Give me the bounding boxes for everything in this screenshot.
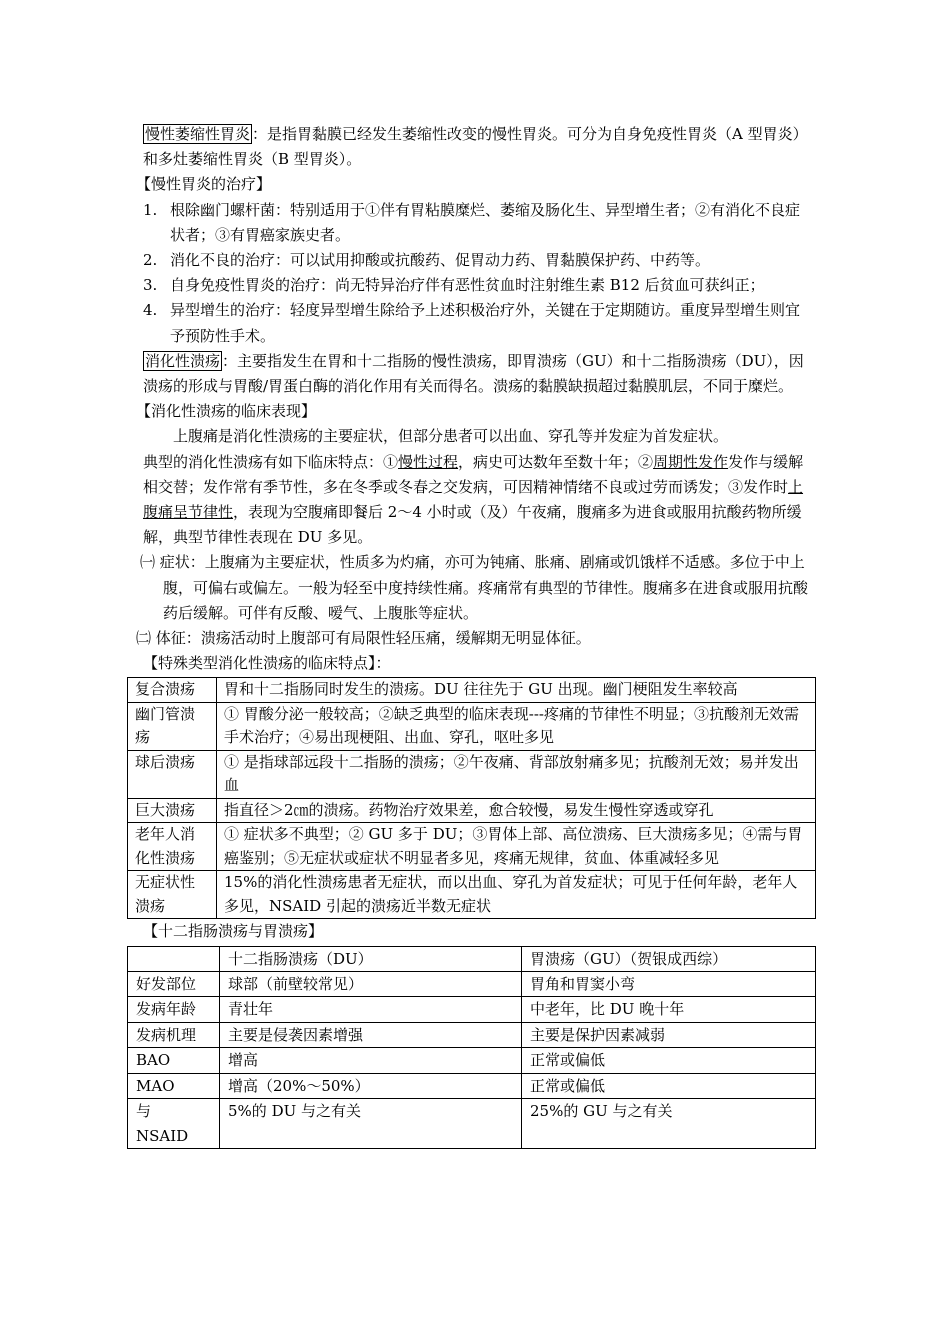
- table-row: [128, 1048, 816, 1073]
- list-item: [143, 198, 808, 248]
- table-cell: 好发部位: [128, 972, 220, 997]
- list-item-text: 自身免疫性胃炎的治疗：尚无特异治疗伴有恶性贫血时注射维生素 B12 后贫血可获纠正；: [170, 276, 765, 295]
- table-cell: 发病年龄: [128, 997, 220, 1022]
- table-cell: 老年人消化性溃疡: [128, 823, 217, 871]
- clinical-intro: 上腹痛是消化性溃疡的主要症状，但部分患者可以出血、穿孔等并发症为首发症状。: [173, 427, 729, 446]
- document-page: [135, 122, 809, 1149]
- clinical-underline: 周期性发作: [653, 452, 729, 471]
- clinical-text: ，表现为空腹痛即餐后 2～4 小时或（及）午夜痛，腹痛多为进食或服用抗酸药物所缓解，典型节律性表现在 DU 多见。: [143, 503, 802, 547]
- peptic-ulcer-term: 消化性溃疡: [145, 351, 221, 370]
- table-row: [128, 823, 816, 871]
- peptic-ulcer-text: ：主要指发生在胃和十二指肠的慢性溃疡，即胃溃疡（GU）和十二指肠溃疡（DU），因溃疡的形成与胃酸/胃蛋白酶的消化作用有关而得名。溃疡的黏膜缺损超过黏膜肌层，不同于糜烂。: [143, 351, 804, 396]
- table-row: [128, 750, 816, 798]
- table-header-cell: 十二指肠溃疡（DU）: [220, 946, 522, 971]
- table-cell: 与 NSAID: [128, 1099, 220, 1149]
- table-cell: 幽门管溃疡: [128, 702, 217, 750]
- atrophic-gastritis-paragraph: [143, 122, 808, 172]
- table-header-row: [128, 946, 816, 971]
- list-item: [143, 298, 808, 348]
- table-header-cell: [128, 946, 220, 971]
- table-cell: 主要是保护因素减弱: [522, 1022, 816, 1047]
- table-row: [128, 1022, 816, 1047]
- table-row: [128, 871, 816, 919]
- table-cell: 青壮年: [220, 997, 522, 1022]
- clinical-text: 典型的消化性溃疡有如下临床特点：①: [143, 452, 399, 471]
- table-cell: 胃和十二指肠同时发生的溃疡。DU 往往先于 GU 出现。幽门梗阻发生率较高: [217, 678, 816, 703]
- table-row: [128, 972, 816, 997]
- list-item-number: 1.: [143, 200, 158, 219]
- table-row: [128, 702, 816, 750]
- table-cell: 主要是侵袭因素增强: [220, 1022, 522, 1047]
- table-cell: 25%的 GU 与之有关: [522, 1099, 816, 1149]
- special-heading: 【特殊类型消化性溃疡的临床特点】：: [143, 654, 391, 673]
- table-cell: 中老年，比 DU 晚十年: [522, 997, 816, 1022]
- table-cell: 球后溃疡: [128, 750, 217, 798]
- list-item-text: 异型增生的治疗：轻度异型增生除给予上述积极治疗外，关键在于定期随访。重度异型增生则宜予预防性手术。: [170, 301, 801, 345]
- table-cell: 巨大溃疡: [128, 798, 217, 823]
- peptic-ulcer-paragraph: [143, 349, 808, 399]
- compare-heading: 【十二指肠溃疡与胃溃疡】: [143, 922, 324, 941]
- table-cell: BAO: [128, 1048, 220, 1073]
- sign-paragraph: ㈡ 体征：溃疡活动时上腹部可有局限性轻压痛，缓解期无明显体征。: [136, 629, 591, 648]
- special-types-table: [127, 677, 816, 919]
- table-cell: ① 胃酸分泌一般较高；②缺乏典型的临床表现---疼痛的节律性不明显；③抗酸剂无效需手术治疗；④易出现梗阻、出血、穿孔，呕吐多见: [217, 702, 816, 750]
- table-cell: 正常或偏低: [522, 1073, 816, 1098]
- table-cell: 复合溃疡: [128, 678, 217, 703]
- table-cell: 增高（20%～50%）: [220, 1073, 522, 1098]
- table-cell: 正常或偏低: [522, 1048, 816, 1073]
- clinical-heading: 【消化性溃疡的临床表现】: [136, 402, 317, 421]
- list-item: [143, 273, 808, 298]
- clinical-features: [143, 450, 808, 551]
- table-cell: 球部（前壁较常见）: [220, 972, 522, 997]
- table-cell: ① 是指球部远段十二指肠的溃疡；②午夜痛、背部放射痛多见；抗酸剂无效；易并发出血: [217, 750, 816, 798]
- table-cell: 增高: [220, 1048, 522, 1073]
- list-item: [143, 248, 808, 273]
- list-item-number: 2.: [143, 251, 158, 270]
- treatment-list: [143, 198, 808, 349]
- table-row: [128, 1099, 816, 1149]
- table-cell: 发病机理: [128, 1022, 220, 1047]
- list-item-text: 根除幽门螺杆菌：特别适用于①伴有胃粘膜糜烂、萎缩及肠化生、异型增生者；②有消化不良症状者；③有胃癌家族史者。: [170, 200, 801, 244]
- table-cell: ① 症状多不典型；② GU 多于 DU；③胃体上部、高位溃疡、巨大溃疡多见；④需与胃癌鉴别；⑤无症状或症状不明显者多见，疼痛无规律，贫血、体重减轻多见: [217, 823, 816, 871]
- list-item-number: 4.: [143, 301, 158, 320]
- table-cell: 无症状性溃疡: [128, 871, 217, 919]
- atrophic-gastritis-text: ：是指胃黏膜已经发生萎缩性改变的慢性胃炎。可分为自身免疫性胃炎（A 型胃炎）和多灶萎缩性胃炎（B 型胃炎）。: [143, 125, 808, 169]
- table-cell: 5%的 DU 与之有关: [220, 1099, 522, 1149]
- table-row: [128, 997, 816, 1022]
- table-cell: 15%的消化性溃疡患者无症状，而以出血、穿孔为首发症状；可见于任何年龄，老年人多见，NSAID 引起的溃疡近半数无症状: [217, 871, 816, 919]
- clinical-text: 发作与缓解相交替；发作常有季节性，多在冬季或冬春之交发病，可因精神情绪不良或过劳而诱发；③发作时: [143, 452, 804, 496]
- symptom-paragraph: ㈠ 症状：上腹痛为主要症状，性质多为灼痛，亦可为钝痛、胀痛、剧痛或饥饿样不适感。多位于中上腹，可偏右或偏左。一般为轻至中度持续性痛。疼痛常有典型的节律性。腹痛多在进食或服用抗酸药后缓解。可伴有反酸、嗳气、上腹胀等症状。: [140, 553, 809, 622]
- table-cell: MAO: [128, 1073, 220, 1098]
- clinical-text: ，病史可达数年至数十年；②: [458, 452, 654, 471]
- table-row: [128, 1073, 816, 1098]
- table-row: [128, 798, 816, 823]
- treatment-heading: 【慢性胃炎的治疗】: [136, 175, 272, 194]
- table-row: [128, 678, 816, 703]
- table-cell: 胃角和胃窦小弯: [522, 972, 816, 997]
- clinical-underline: 上腹痛呈节律性: [143, 477, 804, 522]
- list-item-text: 消化不良的治疗：可以试用抑酸或抗酸药、促胃动力药、胃黏膜保护药、中药等。: [170, 251, 711, 270]
- list-item-number: 3.: [143, 276, 158, 295]
- du-gu-compare-table: [127, 946, 816, 1149]
- clinical-underline: 慢性过程: [398, 452, 459, 471]
- table-header-cell: 胃溃疡（GU）（贺银成西综）: [522, 946, 816, 971]
- table-cell: 指直径＞2㎝的溃疡。药物治疗效果差，愈合较慢，易发生慢性穿透或穿孔: [217, 798, 816, 823]
- atrophic-gastritis-term: 慢性萎缩性胃炎: [145, 125, 251, 143]
